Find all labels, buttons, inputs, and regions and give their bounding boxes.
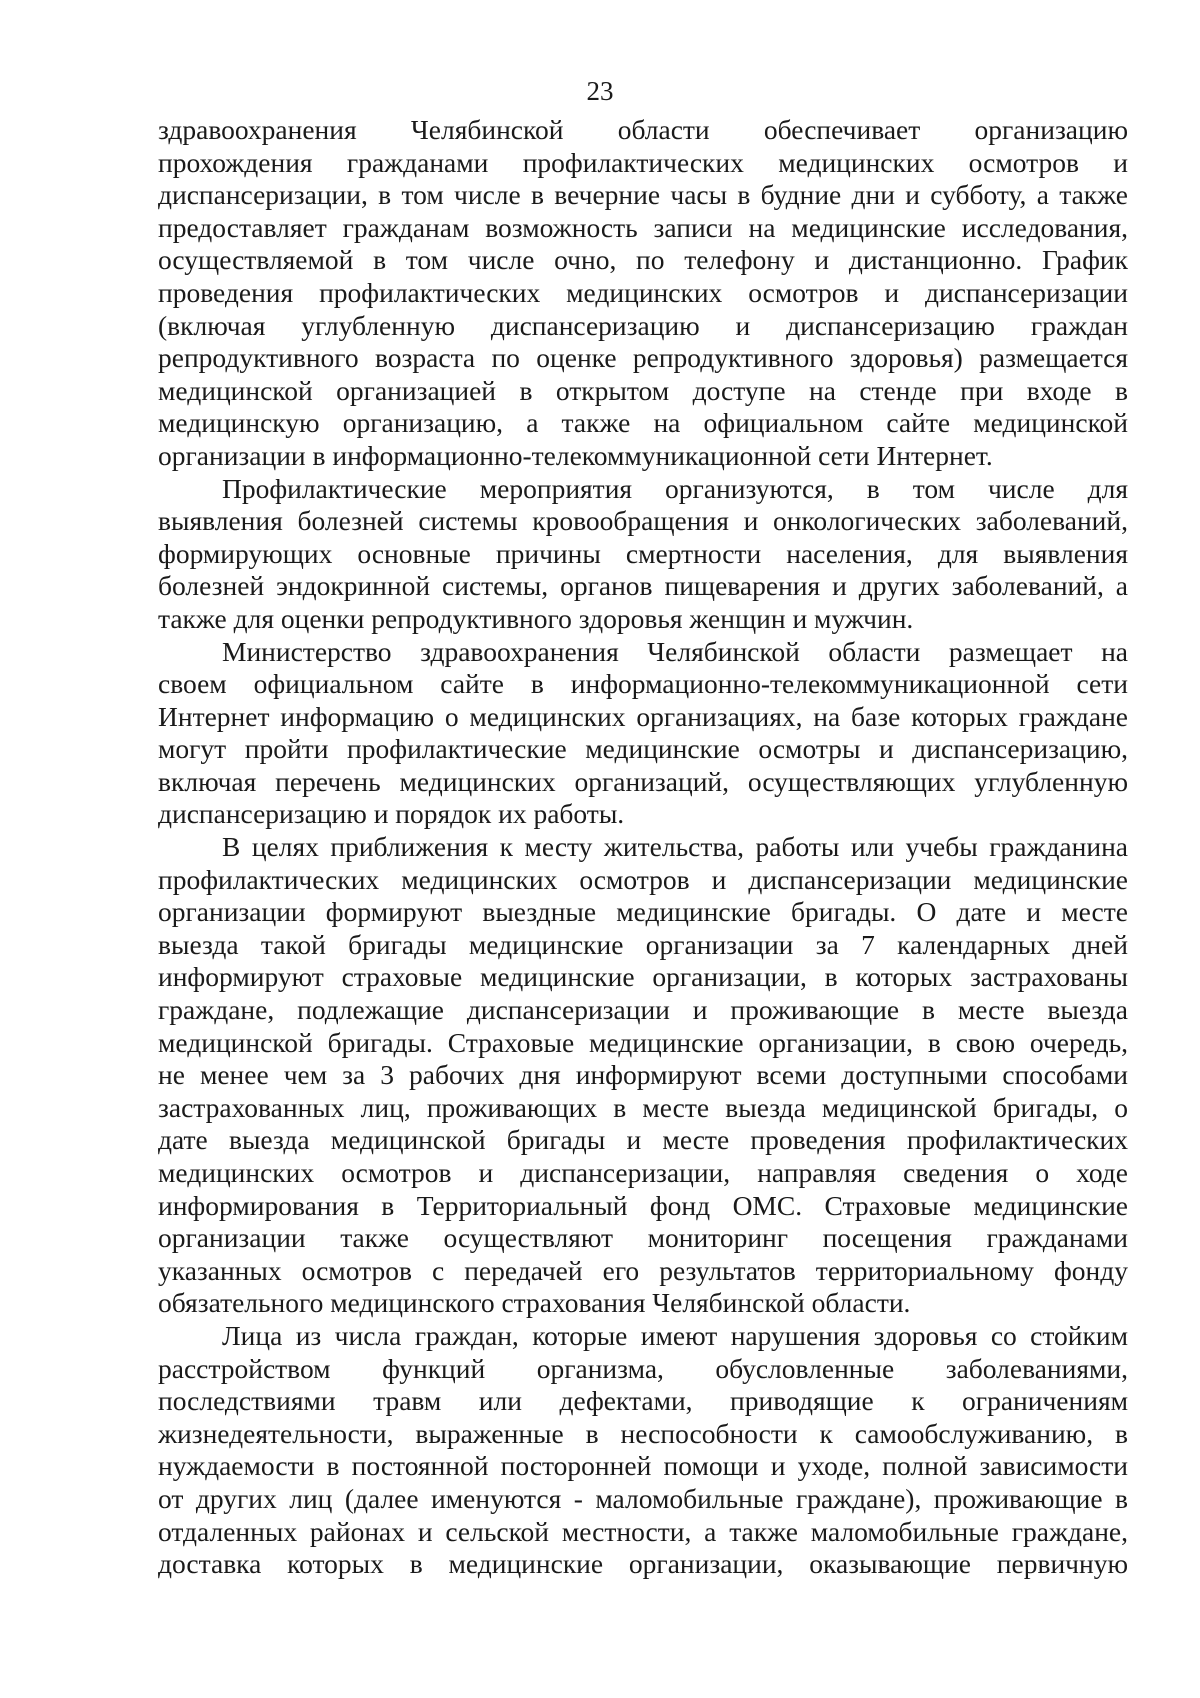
text-line: информирования в Территориальный фонд ОМС. Страховые медицинские: [158, 1189, 1128, 1221]
page-number: 23: [586, 76, 614, 106]
text-line: выявления болезней системы кровообращения и онкологических заболеваний,: [158, 505, 1128, 537]
text-line: не менее чем за 3 рабочих дня информируют всеми доступными способами: [158, 1059, 1128, 1091]
paragraph-first-line: В целях приближения к месту жительства, работы или учебы гражданина: [222, 831, 1128, 863]
paragraph-first-line: Профилактические мероприятия организуются, в том числе для: [222, 472, 1128, 504]
text-line: выезда такой бригады медицинские организации за 7 календарных дней: [158, 928, 1128, 960]
text-line: информируют страховые медицинские организации, в которых застрахованы: [158, 961, 1128, 993]
text-line: своем официальном сайте в информационно-телекоммуникационной сети: [158, 668, 1128, 700]
text-line: могут пройти профилактические медицинские осмотры и диспансеризацию,: [158, 733, 1128, 765]
text-line: профилактических медицинских осмотров и диспансеризации медицинские: [158, 863, 1128, 895]
text-line: также для оценки репродуктивного здоровья женщин и мужчин.: [158, 602, 914, 634]
text-line: организации также осуществляют мониторинг посещения гражданами: [158, 1222, 1128, 1254]
text-line: указанных осмотров с передачей его результатов территориальному фонду: [158, 1254, 1128, 1286]
text-line: последствиями травм или дефектами, приводящие к ограничениям: [158, 1385, 1128, 1417]
text-line: диспансеризации, в том числе в вечерние часы в будние дни и субботу, а также: [158, 179, 1128, 211]
text-line: репродуктивного возраста по оценке репродуктивного здоровья) размещается: [158, 342, 1128, 374]
text-line: болезней эндокринной системы, органов пищеварения и других заболеваний, а: [158, 570, 1128, 602]
text-line: (включая углубленную диспансеризацию и диспансеризацию граждан: [158, 309, 1128, 341]
text-line: организации в информационно-телекоммуникационной сети Интернет.: [158, 439, 993, 471]
text-line: осуществляемой в том числе очно, по телефону и дистанционно. График: [158, 244, 1128, 276]
text-line: Интернет информацию о медицинских организациях, на базе которых граждане: [158, 700, 1128, 732]
text-line: обязательного медицинского страхования Челябинской области.: [158, 1287, 911, 1319]
text-line: прохождения гражданами профилактических медицинских осмотров и: [158, 146, 1128, 178]
paragraph-first-line: Министерство здравоохранения Челябинской области размещает на: [222, 635, 1128, 667]
text-line: жизнедеятельности, выраженные в неспособности к самообслуживанию, в: [158, 1417, 1128, 1449]
text-line: нуждаемости в постоянной посторонней помощи и уходе, полной зависимости: [158, 1450, 1128, 1482]
text-line: формирующих основные причины смертности населения, для выявления: [158, 537, 1128, 569]
text-line: дате выезда медицинской бригады и месте проведения профилактических: [158, 1124, 1128, 1156]
text-line: включая перечень медицинских организаций, осуществляющих углубленную: [158, 765, 1128, 797]
text-line: диспансеризацию и порядок их работы.: [158, 798, 625, 830]
text-line: медицинских осмотров и диспансеризации, направляя сведения о ходе: [158, 1157, 1128, 1188]
text-line: медицинской организацией в открытом доступе на стенде при входе в: [158, 374, 1128, 406]
paragraph-first-line: Лица из числа граждан, которые имеют нарушения здоровья со стойким: [222, 1319, 1128, 1351]
text-line: граждане, подлежащие диспансеризации и проживающие в месте выезда: [158, 994, 1128, 1026]
text-line: застрахованных лиц, проживающих в месте выезда медицинской бригады, о: [158, 1091, 1128, 1123]
text-line: доставка которых в медицинские организации, оказывающие первичную: [158, 1548, 1128, 1580]
text-line: от других лиц (далее именуются - маломобильные граждане), проживающие в: [158, 1482, 1128, 1514]
text-line: расстройством функций организма, обусловленные заболеваниями,: [158, 1352, 1128, 1384]
text-line: предоставляет гражданам возможность записи на медицинские исследования,: [158, 211, 1128, 243]
text-line: медицинскую организацию, а также на официальном сайте медицинской: [158, 407, 1128, 439]
text-line: медицинской бригады. Страховые медицинские организации, в свою очередь,: [158, 1026, 1128, 1058]
text-line: отдаленных районах и сельской местности, а также маломобильные граждане,: [158, 1515, 1128, 1547]
text-line: организации формируют выездные медицинские бригады. О дате и месте: [158, 896, 1128, 928]
text-line: здравоохранения Челябинской области обеспечивает организацию: [158, 114, 1128, 145]
text-line: проведения профилактических медицинских осмотров и диспансеризации: [158, 276, 1128, 308]
document-body-text: [158, 114, 1128, 1581]
